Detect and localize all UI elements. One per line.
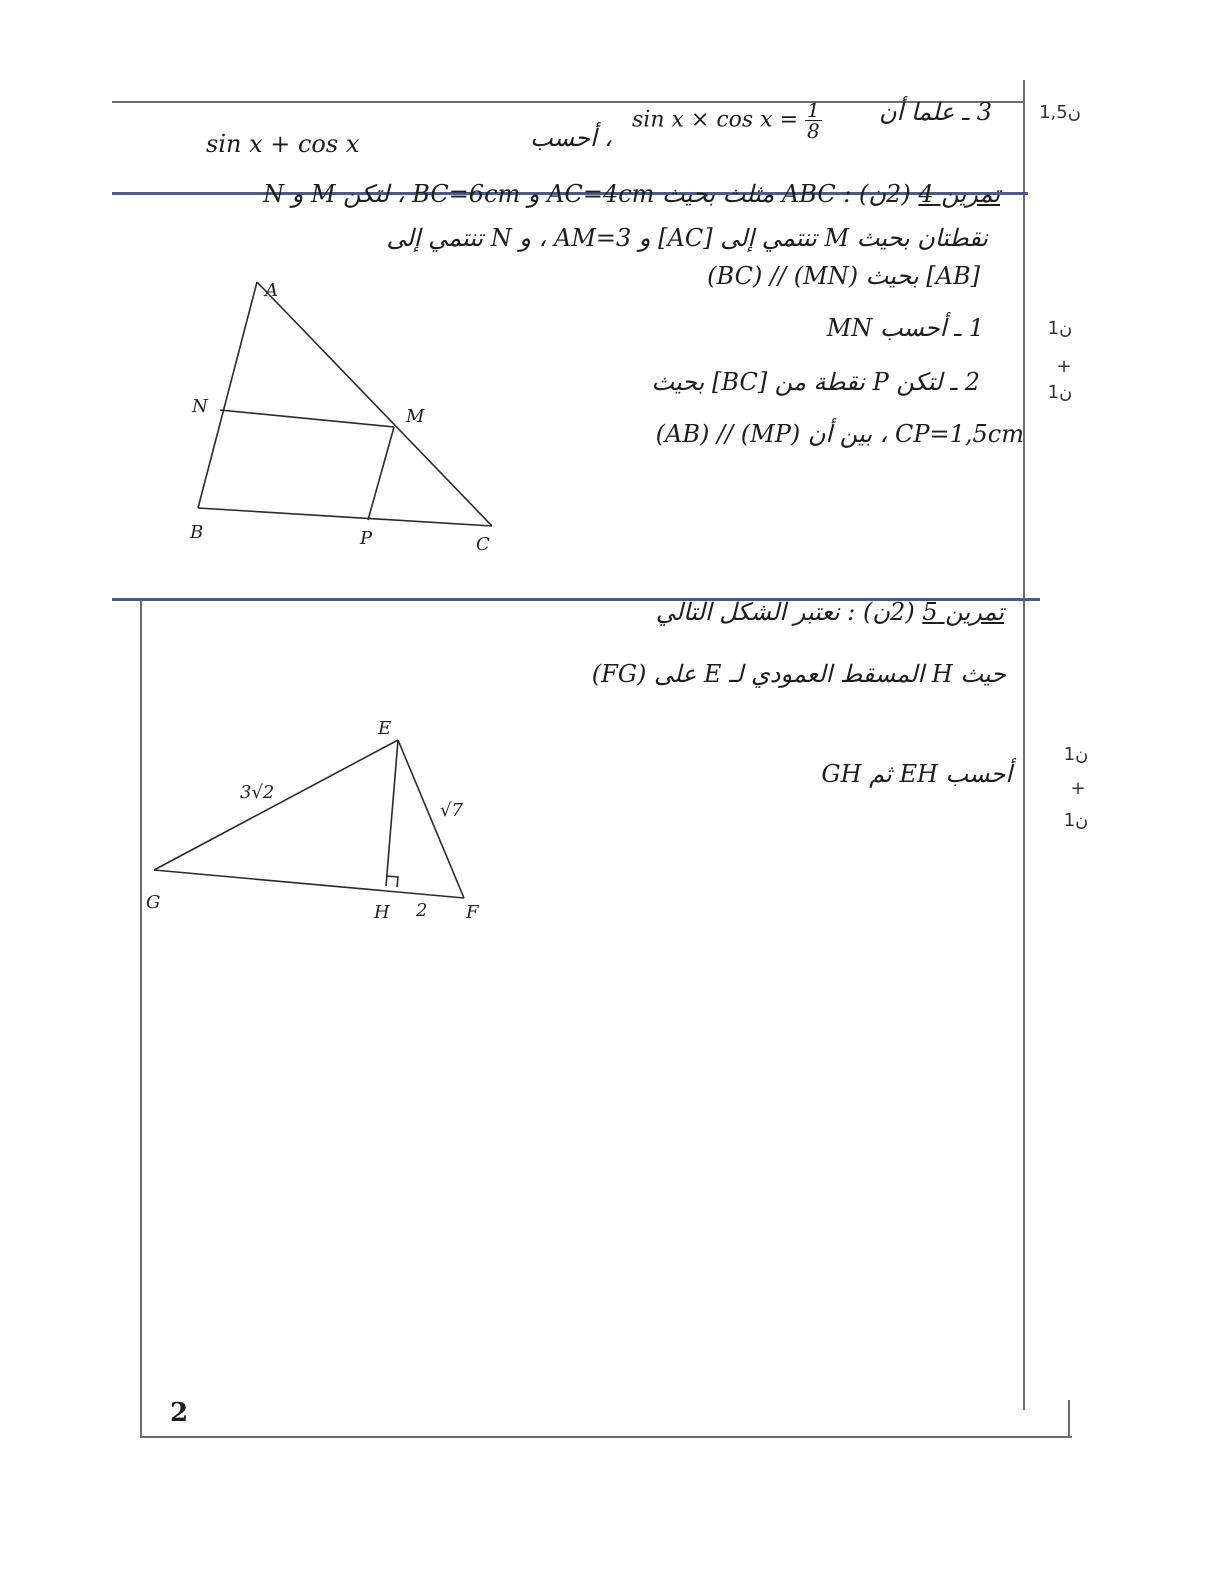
ex4-q2-line1: 2 ـ لتكن P نقطة من [BC] بحيث <box>651 368 980 396</box>
q3-fraction-den: 8 <box>807 119 820 143</box>
label-c: C <box>476 534 490 555</box>
ex5-points-b: 1ن <box>1063 810 1089 831</box>
ex5-intro: : نعتبر الشكل التالي <box>655 598 856 626</box>
ex5-points-total: (2ن) <box>863 598 915 626</box>
ex4-q1-points: 1ن <box>1047 318 1073 339</box>
ex5-question: أحسب EH ثم GH <box>821 760 1012 788</box>
label-f: F <box>466 902 479 923</box>
segment-mp <box>368 427 394 520</box>
triangle-abc-figure <box>180 272 520 562</box>
q3-condition-lhs: sin x × cos x = <box>632 107 805 133</box>
length-hf: 2 <box>416 900 428 921</box>
ex4-line3: [AB] بحيث (MN) // (BC) <box>707 262 980 290</box>
label-a: A <box>265 280 278 301</box>
label-g: G <box>146 892 161 913</box>
ex4-title: تمرين 4 <box>918 180 1000 208</box>
label-p: P <box>360 528 373 549</box>
label-h: H <box>374 902 390 923</box>
label-n: N <box>192 396 208 417</box>
segment-gf <box>154 870 464 898</box>
frame-right-line <box>1023 80 1025 1410</box>
ex5-points-a: 1ن <box>1063 744 1089 765</box>
q3-expression: sin x + cos x <box>206 130 360 158</box>
q3-points: 1,5ن <box>1039 102 1081 123</box>
segment-ac <box>257 282 492 526</box>
segment-ab <box>198 282 257 508</box>
ex5-line2: حيث H المسقط العمودي لـ E على (FG) <box>591 660 1006 688</box>
length-ef: √7 <box>440 800 463 821</box>
triangle-efg-figure <box>140 716 500 926</box>
ex4-title-line <box>263 180 1000 208</box>
ex4-points-total: (2ن) <box>859 180 911 208</box>
ex4-q2-points: 1ن <box>1047 382 1073 403</box>
segment-mn <box>220 410 394 427</box>
right-angle-mark <box>386 876 398 887</box>
q3-text: 3 ـ علما أن <box>879 98 992 126</box>
ex4-line2: نقطتان بحيث M تنتمي إلى [AC] و AM=3 ، و N تنتمي إلى <box>386 224 988 252</box>
label-e: E <box>378 718 392 739</box>
frame-bottom-line <box>140 1436 1072 1438</box>
q3-condition <box>632 100 822 141</box>
segment-eh <box>386 740 398 886</box>
segment-bc <box>198 508 492 526</box>
label-b: B <box>190 522 204 543</box>
page-number: 2 <box>170 1398 189 1428</box>
ex4-line1: : ABC مثلث بحيث AC=4cm و BC=6cm ، لتكن M و N <box>263 180 852 208</box>
ex4-q1: 1 ـ أحسب MN <box>826 314 984 342</box>
q3-compute: ، أحسب <box>530 124 612 152</box>
ex4-q2-points-plus: + <box>1056 356 1072 377</box>
q3-fraction-num: 1 <box>807 98 820 122</box>
ex5-title-line <box>656 598 1004 626</box>
length-eg: 3√2 <box>240 782 275 803</box>
ex4-q2-line2: CP=1,5cm ، بين أن (MP) // (AB) <box>655 420 1024 448</box>
segment-eg <box>154 740 398 870</box>
ex5-title: تمرين 5 <box>922 598 1004 626</box>
q3-fraction <box>805 100 822 141</box>
label-m: M <box>406 406 425 427</box>
ex5-points-plus: + <box>1070 778 1086 799</box>
frame-right-lower-line <box>1068 1400 1070 1438</box>
